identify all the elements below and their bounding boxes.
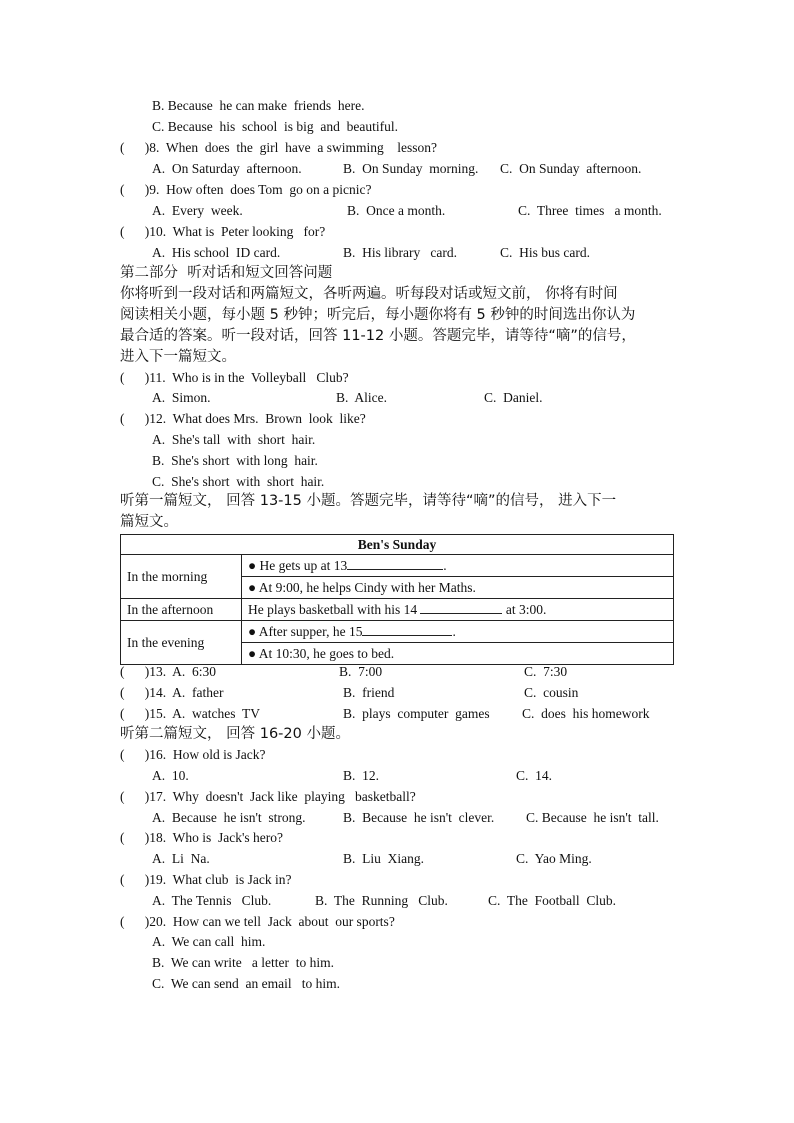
q14-option-b: B. friend bbox=[343, 685, 395, 700]
q19-option-b: B. The Running Club. bbox=[315, 893, 448, 908]
q18-option-c: C. Yao Ming. bbox=[516, 851, 592, 866]
q12-option-b: B. She's short with long hair. bbox=[152, 453, 318, 468]
q11-stem: ( )11. Who is in the Volleyball Club? bbox=[120, 370, 349, 385]
afternoon-cell: He plays basketball with his 14 at 3:00. bbox=[242, 599, 674, 621]
q17-option-c: C. Because he isn't tall. bbox=[526, 810, 659, 825]
instruction-line-3: 最合适的答案。听一段对话，回答 11-12 小题。答题完毕，请等待“嘀”的信号， bbox=[120, 328, 636, 344]
q9-option-c: C. Three times a month. bbox=[518, 203, 662, 218]
q7-option-c: C. Because his school is big and beautiful. bbox=[152, 119, 398, 134]
q16-option-a: A. 10. bbox=[152, 768, 189, 783]
blank-13[interactable] bbox=[347, 557, 443, 570]
q12-option-a: A. She's tall with short hair. bbox=[152, 432, 316, 447]
morning-item-1: ● He gets up at 13 . bbox=[248, 558, 447, 573]
q9-stem: ( )9. How often does Tom go on a picnic? bbox=[120, 182, 372, 197]
q18-option-a: A. Li Na. bbox=[152, 851, 210, 866]
q8-option-c: C. On Sunday afternoon. bbox=[500, 161, 642, 176]
q19-option-a: A. The Tennis Club. bbox=[152, 893, 272, 908]
q7-option-b: B. Because he can make friends here. bbox=[152, 98, 365, 113]
q15-option-b: B. plays computer games bbox=[343, 706, 490, 721]
q13-option-c: C. 7:30 bbox=[524, 664, 568, 679]
q11-option-b: B. Alice. bbox=[336, 390, 387, 405]
q8-option-a: A. On Saturday afternoon. bbox=[152, 161, 302, 176]
q20-option-c: C. We can send an email to him. bbox=[152, 976, 340, 991]
q16-option-b: B. 12. bbox=[343, 768, 380, 783]
q13-stem: ( )13. A. 6:30 bbox=[120, 664, 216, 679]
q12-option-c: C. She's short with short hair. bbox=[152, 474, 325, 489]
bens-sunday-table bbox=[120, 534, 674, 665]
q10-option-b: B. His library card. bbox=[343, 245, 457, 260]
instruction-line-1: 你将听到一段对话和两篇短文，各听两遍。听每段对话或短文前， 你将有时间 bbox=[120, 286, 618, 302]
q16-option-c: C. 14. bbox=[516, 768, 553, 783]
q10-stem: ( )10. What is Peter looking for? bbox=[120, 224, 326, 239]
q10-option-c: C. His bus card. bbox=[500, 245, 590, 260]
row-label-morning: In the morning bbox=[121, 555, 242, 599]
blank-15[interactable] bbox=[362, 623, 452, 636]
passage1-instruction-cont: 篇短文。 bbox=[120, 514, 178, 530]
row-label-afternoon: In the afternoon bbox=[121, 599, 242, 621]
q20-stem: ( )20. How can we tell Jack about our sports? bbox=[120, 914, 395, 929]
q9-option-b: B. Once a month. bbox=[347, 203, 446, 218]
morning-item-2: ● At 9:00, he helps Cindy with her Maths. bbox=[242, 576, 673, 598]
q14-stem: ( )14. A. father bbox=[120, 685, 224, 700]
q17-option-b: B. Because he isn't clever. bbox=[343, 810, 495, 825]
q18-stem: ( )18. Who is Jack's hero? bbox=[120, 830, 284, 845]
evening-item-2: ● At 10:30, he goes to bed. bbox=[242, 642, 673, 664]
evening-cell bbox=[242, 621, 674, 665]
passage1-instruction: 听第一篇短文， 回答 13-15 小题。答题完毕，请等待“嘀”的信号， 进入下一 bbox=[120, 493, 617, 509]
q10-option-a: A. His school ID card. bbox=[152, 245, 281, 260]
q17-stem: ( )17. Why doesn't Jack like playing basketball? bbox=[120, 789, 416, 804]
evening-item-1: ● After supper, he 15 . bbox=[248, 624, 456, 639]
q8-stem: ( )8. When does the girl have a swimming lesson? bbox=[120, 140, 437, 155]
q17-option-a: A. Because he isn't strong. bbox=[152, 810, 306, 825]
passage2-instruction: 听第二篇短文， 回答 16-20 小题。 bbox=[120, 726, 350, 742]
q9-option-a: A. Every week. bbox=[152, 203, 243, 218]
q11-option-a: A. Simon. bbox=[152, 390, 211, 405]
q15-stem: ( )15. A. watches TV bbox=[120, 706, 260, 721]
instruction-line-4: 进入下一篇短文。 bbox=[120, 349, 236, 365]
q16-stem: ( )16. How old is Jack? bbox=[120, 747, 266, 762]
q20-option-a: A. We can call him. bbox=[152, 934, 266, 949]
q11-option-c: C. Daniel. bbox=[484, 390, 543, 405]
q20-option-b: B. We can write a letter to him. bbox=[152, 955, 334, 970]
q14-option-c: C. cousin bbox=[524, 685, 579, 700]
q8-option-b: B. On Sunday morning. bbox=[343, 161, 479, 176]
row-label-evening: In the evening bbox=[121, 621, 242, 665]
q19-option-c: C. The Football Club. bbox=[488, 893, 617, 908]
blank-14[interactable] bbox=[420, 601, 502, 614]
q12-stem: ( )12. What does Mrs. Brown look like? bbox=[120, 411, 366, 426]
q13-option-b: B. 7:00 bbox=[339, 664, 383, 679]
table-title: Ben's Sunday bbox=[121, 535, 674, 555]
part2-heading: 第二部分 听对话和短文回答问题 bbox=[120, 265, 333, 281]
q18-option-b: B. Liu Xiang. bbox=[343, 851, 424, 866]
instruction-line-2: 阅读相关小题，每小题 5 秒钟；听完后，每小题你将有 5 秒钟的时间选出你认为 bbox=[120, 307, 636, 323]
morning-cell bbox=[242, 555, 674, 599]
q19-stem: ( )19. What club is Jack in? bbox=[120, 872, 292, 887]
q15-option-c: C. does his homework bbox=[522, 706, 650, 721]
